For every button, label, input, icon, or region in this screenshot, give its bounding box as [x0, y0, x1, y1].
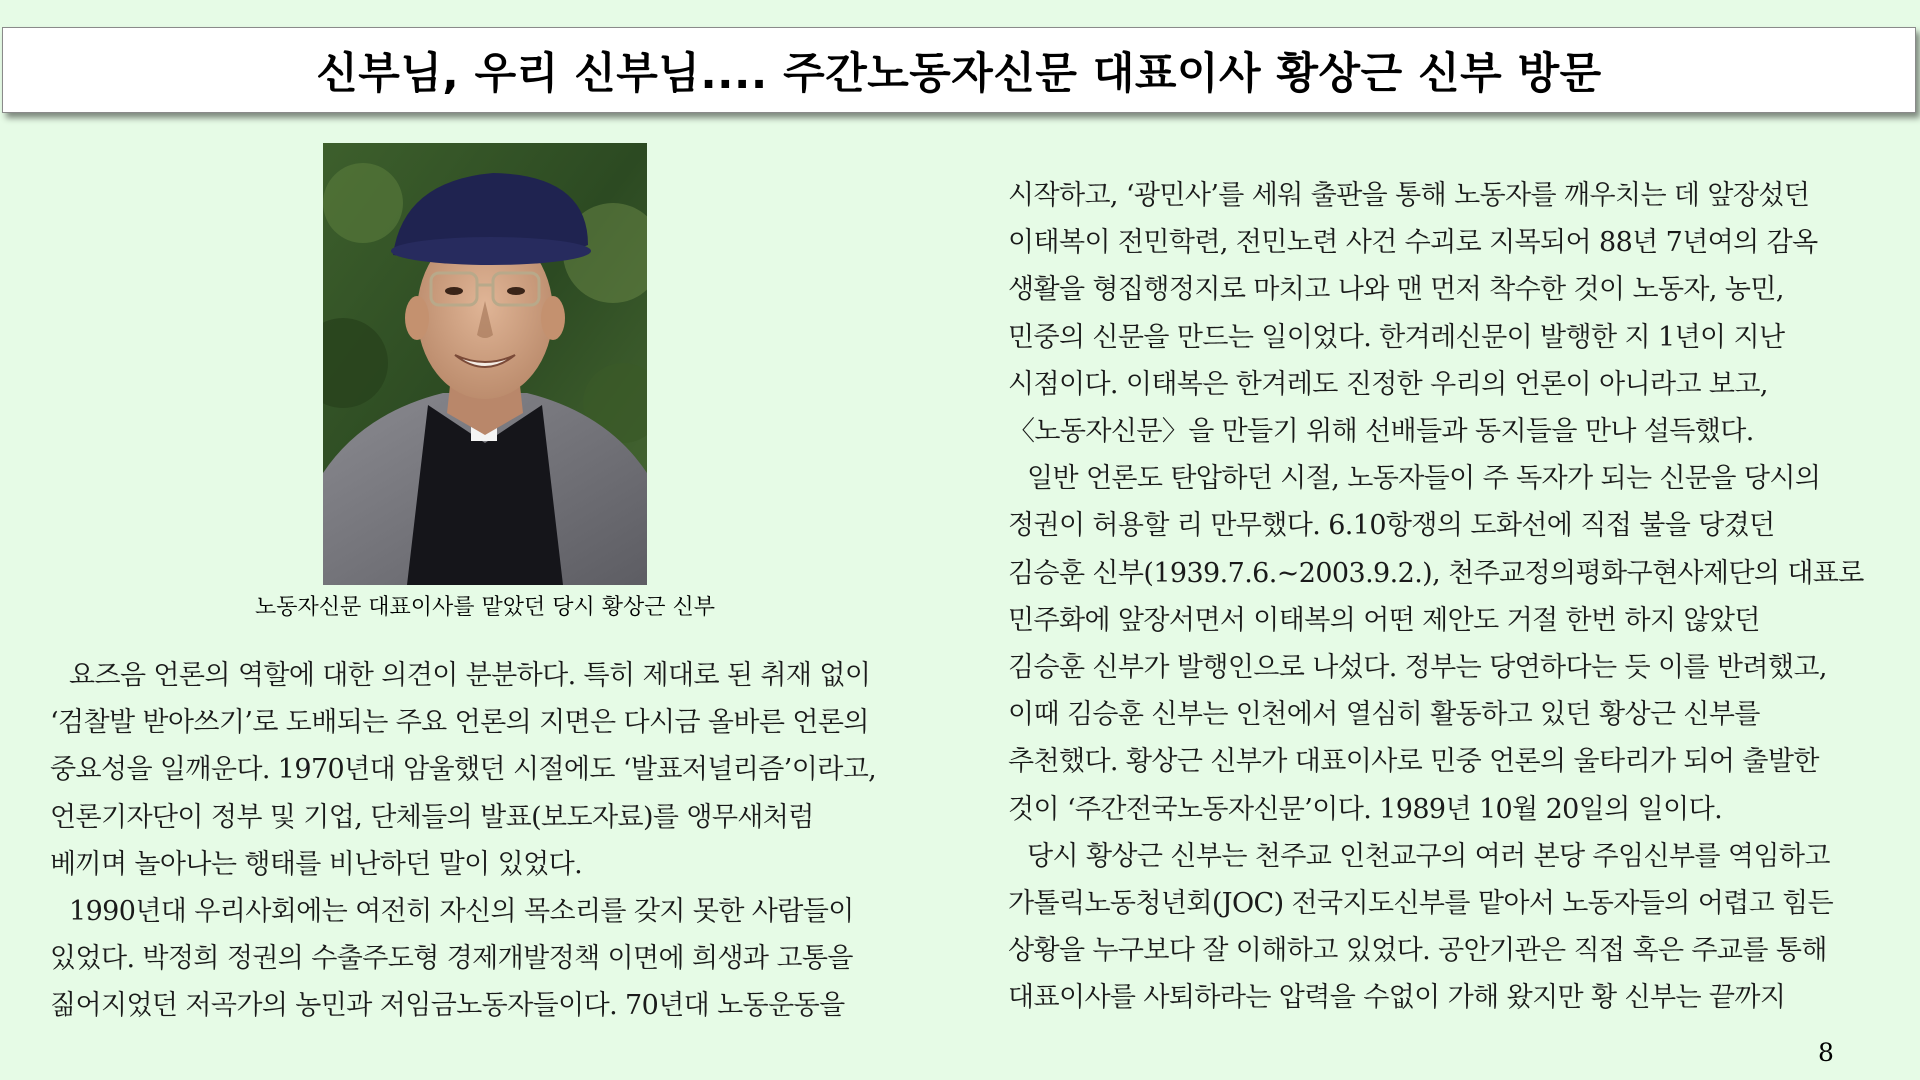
right-column [1008, 172, 1898, 1022]
left-line: ‘검찰발 받아쓰기’로 도배되는 주요 언론의 지면은 다시금 올바른 언론의 [50, 707, 869, 739]
right-line: 가톨릭노동청년회(JOC) 전국지도신부를 맡아서 노동자들의 어렵고 힘든 [1008, 888, 1834, 920]
right-line: 민주화에 앞장서면서 이태복의 어떤 제안도 거절 한번 하지 않았던 [1008, 604, 1760, 636]
right-line: 김승훈 신부가 발행인으로 나섰다. 정부는 당연하다는 듯 이를 반려했고, [1008, 652, 1827, 684]
right-line: 〈노동자신문〉을 만들기 위해 선배들과 동지들을 만나 설득했다. [1008, 416, 1754, 448]
right-line: 생활을 형집행정지로 마치고 나와 맨 먼저 착수한 것이 노동자, 농민, [1008, 274, 1784, 306]
page-number: 8 [1818, 1038, 1834, 1067]
right-line: 상황을 누구보다 잘 이해하고 있었다. 공안기관은 직접 혹은 주교를 통해 [1008, 935, 1827, 967]
right-line: 일반 언론도 탄압하던 시절, 노동자들이 주 독자가 되는 신문을 당시의 [1027, 463, 1821, 495]
right-line: 추천했다. 황상근 신부가 대표이사로 민중 언론의 울타리가 되어 출발한 [1008, 746, 1819, 778]
right-line: 시점이다. 이태복은 한겨레도 진정한 우리의 언론이 아니라고 보고, [1008, 368, 1768, 400]
photo-caption: 노동자신문 대표이사를 맡았던 당시 황상근 신부 [254, 595, 715, 620]
left-line: 베끼며 놀아나는 행태를 비난하던 말이 있었다. [50, 848, 583, 880]
right-line: 민중의 신문을 만드는 일이었다. 한겨레신문이 발행한 지 1년이 지난 [1008, 321, 1785, 353]
left-line: 언론기자단이 정부 및 기업, 단체들의 발표(보도자료)를 앵무새처럼 [50, 801, 814, 833]
right-line: 김승훈 신부(1939.7.6.~2003.9.2.), 천주교정의평화구현사제단의 대표로 [1008, 557, 1864, 589]
right-line: 당시 황상근 신부는 천주교 인천교구의 여러 본당 주임신부를 역임하고 [1027, 840, 1830, 872]
right-line: 대표이사를 사퇴하라는 압력을 수없이 가해 왔지만 황 신부는 끝까지 [1008, 982, 1786, 1014]
left-line: 요즈음 언론의 역할에 대한 의견이 분분하다. 특히 제대로 된 취재 없이 [69, 660, 871, 691]
left-line: 1990년대 우리사회에는 여전히 자신의 목소리를 갖지 못한 사람들이 [69, 896, 854, 928]
left-line: 짊어지었던 저곡가의 농민과 저임금노동자들이다. 70년대 노동운동을 [50, 990, 845, 1022]
right-line: 것이 ‘주간전국노동자신문’이다. 1989년 10월 20일의 일이다. [1008, 793, 1723, 825]
left-column [50, 652, 930, 1030]
left-line: 중요성을 일깨운다. 1970년대 암울했던 시절에도 ‘발표저널리즘’이라고, [50, 754, 877, 786]
right-line: 이때 김승훈 신부는 인천에서 열심히 활동하고 있던 황상근 신부를 [1008, 699, 1760, 731]
left-line: 있었다. 박정희 정권의 수출주도형 경제개발정책 이면에 희생과 고통을 [50, 943, 853, 975]
portrait-photo-icon [323, 143, 647, 585]
right-line: 시작하고, ‘광민사’를 세워 출판을 통해 노동자를 깨우치는 데 앞장섰던 [1008, 180, 1810, 211]
right-line: 정권이 허용할 리 만무했다. 6.10항쟁의 도화선에 직접 불을 당겼던 [1008, 510, 1775, 542]
right-line: 이태복이 전민학련, 전민노련 사건 수괴로 지목되어 88년 7년여의 감옥 [1008, 227, 1818, 259]
title-banner [2, 27, 1916, 113]
page-title: 신부님, 우리 신부님.... 주간노동자신문 대표이사 황상근 신부 방문 [316, 48, 1602, 99]
portrait-photo [323, 143, 647, 585]
